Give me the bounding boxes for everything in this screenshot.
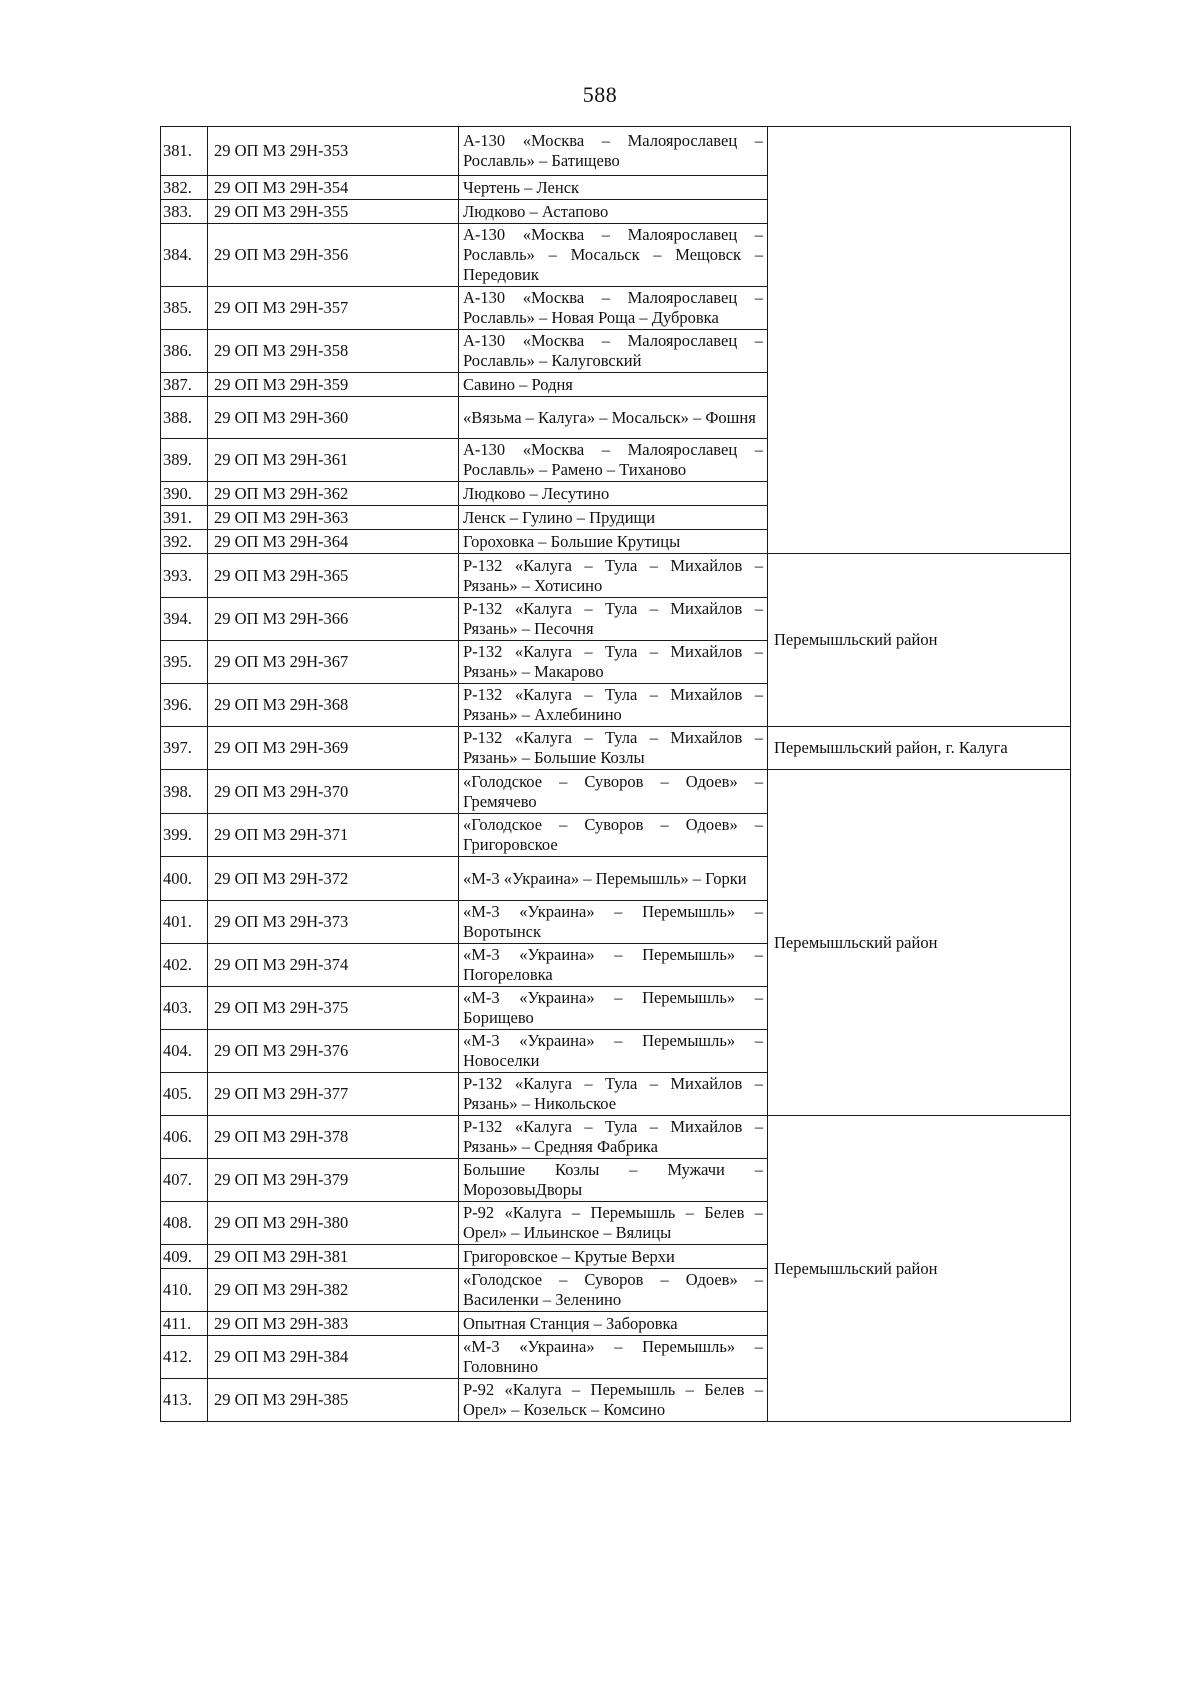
road-name: Гороховка – Большие Крутицы (459, 530, 768, 554)
road-code: 29 ОП МЗ 29Н-368 (208, 684, 459, 727)
road-code: 29 ОП МЗ 29Н-366 (208, 598, 459, 641)
road-code: 29 ОП МЗ 29Н-367 (208, 641, 459, 684)
road-name: Р-132 «Калуга – Тула – Михайлов – Рязань» – Ахлебинино (459, 684, 768, 727)
road-code: 29 ОП МЗ 29Н-354 (208, 176, 459, 200)
road-code: 29 ОП МЗ 29Н-380 (208, 1202, 459, 1245)
road-code: 29 ОП МЗ 29Н-355 (208, 200, 459, 224)
row-number: 386. (161, 330, 208, 373)
road-code: 29 ОП МЗ 29Н-378 (208, 1116, 459, 1159)
road-code: 29 ОП МЗ 29Н-383 (208, 1312, 459, 1336)
road-name: А-130 «Москва – Малоярославец – Рославль» – Батищево (459, 127, 768, 176)
district-cell (768, 127, 1071, 554)
row-number: 404. (161, 1030, 208, 1073)
row-number: 402. (161, 944, 208, 987)
road-code: 29 ОП МЗ 29Н-385 (208, 1379, 459, 1422)
table-row (161, 554, 1071, 598)
road-code: 29 ОП МЗ 29Н-353 (208, 127, 459, 176)
road-code: 29 ОП МЗ 29Н-362 (208, 482, 459, 506)
row-number: 406. (161, 1116, 208, 1159)
row-number: 395. (161, 641, 208, 684)
row-number: 409. (161, 1245, 208, 1269)
row-number: 393. (161, 554, 208, 598)
road-name: «М-3 «Украина» – Перемышль» – Борищево (459, 987, 768, 1030)
road-name: «Голодское – Суворов – Одоев» – Гремячево (459, 770, 768, 814)
row-number: 396. (161, 684, 208, 727)
row-number: 397. (161, 727, 208, 770)
road-code: 29 ОП МЗ 29Н-371 (208, 814, 459, 857)
road-code: 29 ОП МЗ 29Н-357 (208, 287, 459, 330)
row-number: 381. (161, 127, 208, 176)
road-name: Р-132 «Калуга – Тула – Михайлов – Рязань» – Большие Козлы (459, 727, 768, 770)
road-code: 29 ОП МЗ 29Н-364 (208, 530, 459, 554)
road-name: Людково – Астапово (459, 200, 768, 224)
road-name: «М-3 «Украина» – Перемышль» – Погореловка (459, 944, 768, 987)
road-name: А-130 «Москва – Малоярославец – Рославль» – Калуговский (459, 330, 768, 373)
road-name: Опытная Станция – Заборовка (459, 1312, 768, 1336)
road-code: 29 ОП МЗ 29Н-358 (208, 330, 459, 373)
road-name: «Голодское – Суворов – Одоев» – Григоровское (459, 814, 768, 857)
road-code: 29 ОП МЗ 29Н-372 (208, 857, 459, 901)
row-number: 387. (161, 373, 208, 397)
row-number: 384. (161, 224, 208, 287)
row-number: 413. (161, 1379, 208, 1422)
road-name: «Голодское – Суворов – Одоев» – Василенки – Зеленино (459, 1269, 768, 1312)
road-code: 29 ОП МЗ 29Н-379 (208, 1159, 459, 1202)
row-number: 398. (161, 770, 208, 814)
road-code: 29 ОП МЗ 29Н-374 (208, 944, 459, 987)
row-number: 411. (161, 1312, 208, 1336)
table-row (161, 727, 1071, 770)
road-code: 29 ОП МЗ 29Н-377 (208, 1073, 459, 1116)
row-number: 389. (161, 439, 208, 482)
row-number: 382. (161, 176, 208, 200)
road-name: Большие Козлы – Мужачи – МорозовыДворы (459, 1159, 768, 1202)
road-code: 29 ОП МЗ 29Н-382 (208, 1269, 459, 1312)
road-name: Григоровское – Крутые Верхи (459, 1245, 768, 1269)
road-name: Ленск – Гулино – Прудищи (459, 506, 768, 530)
road-code: 29 ОП МЗ 29Н-365 (208, 554, 459, 598)
row-number: 385. (161, 287, 208, 330)
row-number: 390. (161, 482, 208, 506)
road-name: Чертень – Ленск (459, 176, 768, 200)
row-number: 408. (161, 1202, 208, 1245)
district-cell: Перемышльский район, г. Калуга (768, 727, 1071, 770)
roads-table-body (161, 127, 1071, 1422)
road-name: Р-92 «Калуга – Перемышль – Белев – Орел» – Козельск – Комсино (459, 1379, 768, 1422)
road-code: 29 ОП МЗ 29Н-373 (208, 901, 459, 944)
road-name: Р-132 «Калуга – Тула – Михайлов – Рязань» – Никольское (459, 1073, 768, 1116)
row-number: 383. (161, 200, 208, 224)
row-number: 394. (161, 598, 208, 641)
road-code: 29 ОП МЗ 29Н-381 (208, 1245, 459, 1269)
road-name: «М-3 «Украина» – Перемышль» – Новоселки (459, 1030, 768, 1073)
road-code: 29 ОП МЗ 29Н-376 (208, 1030, 459, 1073)
district-cell: Перемышльский район (768, 554, 1071, 727)
row-number: 410. (161, 1269, 208, 1312)
row-number: 391. (161, 506, 208, 530)
road-name: А-130 «Москва – Малоярославец – Рославль» – Новая Роща – Дубровка (459, 287, 768, 330)
district-cell: Перемышльский район (768, 770, 1071, 1116)
road-name: Р-132 «Калуга – Тула – Михайлов – Рязань» – Хотисино (459, 554, 768, 598)
table-row (161, 770, 1071, 814)
row-number: 405. (161, 1073, 208, 1116)
road-name: «М-3 «Украина» – Перемышль» – Головнино (459, 1336, 768, 1379)
road-code: 29 ОП МЗ 29Н-375 (208, 987, 459, 1030)
road-name: А-130 «Москва – Малоярославец – Рославль» – Мосальск – Мещовск – Передовик (459, 224, 768, 287)
row-number: 407. (161, 1159, 208, 1202)
table-row (161, 127, 1071, 176)
row-number: 412. (161, 1336, 208, 1379)
page-number: 588 (582, 82, 618, 107)
road-name: Р-92 «Калуга – Перемышль – Белев – Орел» – Ильинское – Вялицы (459, 1202, 768, 1245)
road-name: «Вязьма – Калуга» – Мосальск» – Фошня (459, 397, 768, 439)
row-number: 399. (161, 814, 208, 857)
road-name: Р-132 «Калуга – Тула – Михайлов – Рязань» – Средняя Фабрика (459, 1116, 768, 1159)
road-name: Р-132 «Калуга – Тула – Михайлов – Рязань» – Макарово (459, 641, 768, 684)
road-code: 29 ОП МЗ 29Н-370 (208, 770, 459, 814)
roads-table (160, 126, 1071, 1422)
row-number: 400. (161, 857, 208, 901)
road-name: «М-3 «Украина» – Перемышль» – Горки (459, 857, 768, 901)
table-row (161, 1116, 1071, 1159)
road-name: Р-132 «Калуга – Тула – Михайлов – Рязань» – Песочня (459, 598, 768, 641)
road-code: 29 ОП МЗ 29Н-359 (208, 373, 459, 397)
road-code: 29 ОП МЗ 29Н-356 (208, 224, 459, 287)
road-name: «М-3 «Украина» – Перемышль» – Воротынск (459, 901, 768, 944)
road-name: А-130 «Москва – Малоярославец – Рославль» – Рамено – Тиханово (459, 439, 768, 482)
district-cell: Перемышльский район (768, 1116, 1071, 1422)
road-code: 29 ОП МЗ 29Н-361 (208, 439, 459, 482)
row-number: 392. (161, 530, 208, 554)
road-code: 29 ОП МЗ 29Н-384 (208, 1336, 459, 1379)
road-name: Людково – Лесутино (459, 482, 768, 506)
row-number: 401. (161, 901, 208, 944)
row-number: 388. (161, 397, 208, 439)
road-code: 29 ОП МЗ 29Н-369 (208, 727, 459, 770)
road-code: 29 ОП МЗ 29Н-360 (208, 397, 459, 439)
road-name: Савино – Родня (459, 373, 768, 397)
road-code: 29 ОП МЗ 29Н-363 (208, 506, 459, 530)
row-number: 403. (161, 987, 208, 1030)
